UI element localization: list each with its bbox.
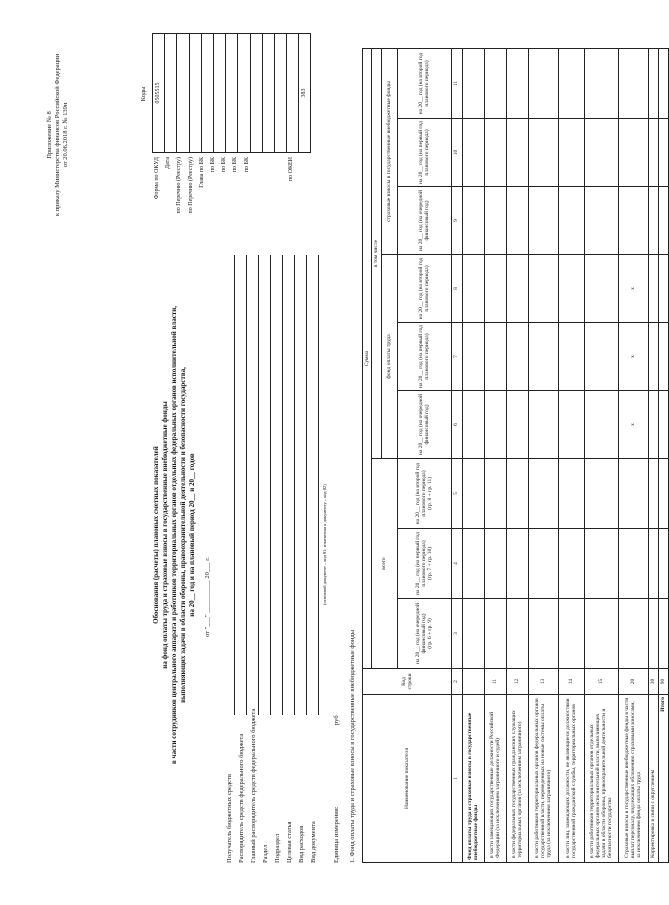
column-number: 11 bbox=[451, 49, 462, 119]
code-label-empty-3 bbox=[275, 157, 286, 245]
row-value-cell bbox=[506, 255, 528, 323]
row-value-cell bbox=[584, 459, 618, 529]
code-value-empty-2 bbox=[275, 34, 287, 152]
row-value-cell bbox=[658, 529, 668, 599]
row-value-cell bbox=[506, 599, 528, 669]
title-line-2: на фонд оплаты труда и страховые взносы в государственные внебюджетные фонды bbox=[161, 401, 170, 669]
appendix-number: Приложение № 8 bbox=[46, 111, 53, 159]
row-value-cell bbox=[558, 255, 584, 323]
column-number: 5 bbox=[451, 459, 462, 529]
row-value-cell bbox=[462, 187, 484, 255]
year-label: на 20__ год (на первый год планового периода) bbox=[414, 532, 427, 595]
row-value-cell bbox=[462, 391, 484, 459]
appendix-header bbox=[46, 15, 70, 255]
title-line-5: на 20__ год и на плановый период 20__ и 20__ годов bbox=[188, 453, 197, 617]
title-line-1: Обоснования (расчеты) плановых сметных показателей bbox=[152, 446, 160, 624]
code-value-bk-4 bbox=[251, 34, 263, 152]
row-value-cell bbox=[558, 119, 584, 187]
column-number: 6 bbox=[451, 391, 462, 459]
row-value-cell bbox=[484, 49, 506, 119]
row-code bbox=[462, 669, 484, 695]
code-value-okei: 383 bbox=[301, 88, 308, 98]
row-name: в части работников территориальных органов федеральных органов государственной власти, переведенных на новые системы оплаты труда (за исключением заграничного) bbox=[528, 695, 558, 863]
formula-label: (гр. 8 + гр. 11) bbox=[427, 476, 434, 511]
row-value-cell bbox=[648, 119, 658, 187]
code-label-empty-2 bbox=[264, 157, 275, 245]
row-name: в части федеральных государственных гражданских служащих территориальных органов (за исключением заграничного) bbox=[506, 695, 528, 863]
field-line-recipient bbox=[234, 255, 235, 715]
code-label-okei: по ОКЕИ bbox=[288, 157, 295, 182]
row-value-cell bbox=[648, 599, 658, 669]
row-value-cell bbox=[618, 49, 648, 119]
row-value-cell bbox=[462, 119, 484, 187]
code-label-empty-1 bbox=[253, 157, 264, 245]
row-value-cell bbox=[528, 391, 558, 459]
title-line-3: в части сотрудников центрального аппарата и работников территориальных органов отдельных федеральных органов исполнительной власти, bbox=[170, 305, 179, 765]
row-value-cell bbox=[648, 459, 658, 529]
code-label-bk-4: по БК bbox=[243, 157, 250, 173]
row-value-cell bbox=[506, 49, 528, 119]
title-line-4: выполняющих задачи в области обороны, правоохранительной деятельности и безопасности государства, bbox=[179, 367, 188, 703]
code-label-registry-1: по Перечню (Реестру) bbox=[176, 157, 183, 214]
row-value-cell bbox=[584, 49, 618, 119]
header-fot-year-3: на 20__ год (на второй год планового периода) bbox=[397, 255, 451, 323]
year-label: на 20__ год (на второй год планового периода) bbox=[414, 462, 427, 525]
row-value-cell bbox=[506, 529, 528, 599]
form-field-labels bbox=[226, 663, 322, 863]
field-label-expense-type: Вид расходов bbox=[298, 825, 305, 863]
row-value-cell bbox=[584, 391, 618, 459]
code-value-empty-3 bbox=[287, 34, 299, 152]
row-value-cell bbox=[528, 119, 558, 187]
header-strah: страховые взносы в государственные внебюджетные фонды bbox=[381, 49, 397, 255]
header-strah-year-1: на 20__ год (на очередной финансовый год) bbox=[397, 187, 451, 255]
field-line-document-type bbox=[318, 255, 319, 715]
code-value-bk-2 bbox=[226, 34, 238, 152]
row-value-cell bbox=[506, 119, 528, 187]
row-value-cell bbox=[618, 599, 648, 669]
row-value-cell bbox=[584, 599, 618, 669]
column-number: 2 bbox=[451, 669, 462, 695]
row-value-cell bbox=[658, 49, 668, 119]
row-value-cell bbox=[648, 255, 658, 323]
unit-label: Единица измерения: bbox=[333, 806, 340, 863]
row-value-cell bbox=[506, 391, 528, 459]
row-name: в части замещающих государственные должности Российской Федерации (за исключением заграничного и судей) bbox=[484, 695, 506, 863]
code-label-bk-1: по БК bbox=[209, 157, 216, 173]
row-value-cell bbox=[506, 187, 528, 255]
row-value-cell bbox=[618, 459, 648, 529]
row-value-cell bbox=[618, 119, 648, 187]
code-label-date: Дата bbox=[165, 157, 172, 169]
field-label-target-article: Целевая статья bbox=[286, 821, 293, 863]
field-line-expense-type bbox=[306, 255, 307, 715]
row-code: 14 bbox=[558, 669, 584, 695]
table-row bbox=[506, 49, 528, 863]
appendix-date: от 20.06.2018 г. № 139н bbox=[62, 102, 70, 168]
document-type-hint: (основной документ – код 01; изменения к документу – код 02) bbox=[322, 484, 327, 605]
row-value-cell bbox=[584, 187, 618, 255]
row-value-cell bbox=[462, 49, 484, 119]
row-value-cell bbox=[484, 119, 506, 187]
code-label-bk-2: по БК bbox=[221, 157, 228, 173]
row-value-cell: x bbox=[618, 255, 648, 323]
row-value-cell bbox=[528, 49, 558, 119]
column-number: 8 bbox=[451, 255, 462, 323]
column-number-row bbox=[451, 49, 462, 863]
code-value-okud: 0505515 bbox=[153, 34, 165, 152]
field-label-chief-manager: Главный распорядитель средств федерального бюджета bbox=[250, 708, 257, 863]
row-value-cell bbox=[658, 255, 668, 323]
row-value-cell: x bbox=[618, 391, 648, 459]
row-value-cell bbox=[484, 255, 506, 323]
table-header-row-1 bbox=[363, 49, 372, 863]
codes-box bbox=[152, 33, 311, 153]
row-value-cell bbox=[658, 391, 668, 459]
year-label: на 20__ год (на очередной финансовый год) bbox=[414, 603, 427, 664]
table-row bbox=[584, 49, 618, 863]
code-label-okud: Форма по ОКУД bbox=[154, 157, 160, 200]
row-value-cell bbox=[462, 599, 484, 669]
row-value-cell bbox=[558, 49, 584, 119]
field-label-subsection: Подраздел bbox=[274, 833, 281, 863]
row-name: Страховые взносы в государственные внебюджетные фонды в части выплат персоналу, подлежащих обложению страховыми взносами, за исключением фонда оплаты труда bbox=[618, 695, 648, 863]
column-number: 1 bbox=[451, 695, 462, 863]
row-value-cell bbox=[648, 529, 658, 599]
row-name: Корректировка в связи с округлением bbox=[648, 695, 658, 863]
field-line-section bbox=[270, 255, 271, 715]
indicators-table bbox=[362, 48, 669, 863]
field-line-chief-manager bbox=[258, 255, 259, 715]
table-row bbox=[648, 49, 658, 863]
row-value-cell bbox=[584, 119, 618, 187]
header-strah-year-2: на 20__ год (на первый год планового периода) bbox=[397, 119, 451, 187]
row-value-cell bbox=[658, 459, 668, 529]
date-line: от "___" __________ 20___ г. bbox=[204, 557, 211, 637]
code-value-registry-2 bbox=[190, 34, 202, 152]
row-value-cell bbox=[484, 391, 506, 459]
row-value-cell bbox=[558, 187, 584, 255]
row-value-cell bbox=[528, 255, 558, 323]
row-name: Фонд оплаты труда и страховые взносы в государственные внебюджетные фонды bbox=[462, 695, 484, 863]
row-value-cell bbox=[648, 391, 658, 459]
code-label-registry-2: по Перечню (Реестру) bbox=[187, 157, 194, 214]
row-value-cell bbox=[528, 599, 558, 669]
field-line-target-article bbox=[294, 255, 295, 715]
row-code: 15 bbox=[584, 669, 618, 695]
field-line-manager bbox=[246, 255, 247, 715]
row-value-cell bbox=[506, 459, 528, 529]
row-code: 13 bbox=[528, 669, 558, 695]
field-label-document-type: Вид документа bbox=[310, 821, 317, 863]
row-value-cell bbox=[658, 187, 668, 255]
row-value-cell bbox=[658, 323, 668, 391]
row-value-cell bbox=[462, 323, 484, 391]
table-row bbox=[658, 49, 668, 863]
row-value-cell bbox=[558, 529, 584, 599]
row-value-cell bbox=[618, 187, 648, 255]
column-number: 7 bbox=[451, 323, 462, 391]
code-label-bk-3: по БК bbox=[232, 157, 239, 173]
header-code: Код строки bbox=[363, 669, 452, 695]
table-row bbox=[528, 49, 558, 863]
row-value-cell bbox=[484, 459, 506, 529]
column-number: 10 bbox=[451, 119, 462, 187]
codes-header: Коды bbox=[140, 86, 147, 102]
row-value-cell bbox=[484, 323, 506, 391]
table-row bbox=[558, 49, 584, 863]
column-number: 9 bbox=[451, 187, 462, 255]
row-value-cell bbox=[506, 323, 528, 391]
table-row bbox=[462, 49, 484, 863]
row-code: 12 bbox=[506, 669, 528, 695]
row-name: в части работников территориальных органов отдельных федеральных органов исполнительной власти, выполняющих задачи в области обороны, правоохранительной деятельности и безопасности государства bbox=[584, 695, 618, 863]
row-value-cell bbox=[648, 187, 658, 255]
code-value-bk-3 bbox=[238, 34, 250, 152]
row-value-cell bbox=[462, 529, 484, 599]
row-value-cell bbox=[558, 391, 584, 459]
appendix-order: к приказу Министерства финансов Российской Федерации bbox=[54, 53, 62, 217]
header-total-year-1 bbox=[397, 599, 451, 669]
document-title bbox=[152, 225, 197, 845]
field-label-recipient: Получатель бюджетных средств bbox=[226, 774, 233, 863]
row-value-cell bbox=[484, 187, 506, 255]
formula-label: (гр. 6 + гр. 9) bbox=[427, 618, 434, 649]
row-value-cell bbox=[648, 323, 658, 391]
row-value-cell bbox=[584, 323, 618, 391]
row-value-cell bbox=[462, 255, 484, 323]
header-vsego: всего bbox=[372, 459, 397, 669]
header-strah-year-3: на 20__ год (на второй год планового периода) bbox=[397, 49, 451, 119]
row-value-cell bbox=[528, 529, 558, 599]
row-value-cell bbox=[648, 49, 658, 119]
row-name: Итого bbox=[658, 695, 668, 863]
code-value-registry-1 bbox=[177, 34, 189, 152]
code-value-bk-1 bbox=[214, 34, 226, 152]
unit-value: руб bbox=[333, 715, 340, 725]
row-value-cell bbox=[558, 599, 584, 669]
column-number: 3 bbox=[451, 599, 462, 669]
row-value-cell bbox=[658, 119, 668, 187]
code-label-chapter-bk: Глава по БК bbox=[198, 157, 205, 188]
field-label-section: Раздел bbox=[262, 844, 269, 863]
code-value-chapter-bk bbox=[202, 34, 214, 152]
code-value-empty-1 bbox=[263, 34, 275, 152]
row-code: 90 bbox=[658, 669, 668, 695]
code-labels bbox=[152, 157, 297, 245]
row-code: 11 bbox=[484, 669, 506, 695]
row-value-cell bbox=[558, 323, 584, 391]
header-fot-year-2: на 20__ год (на первый год планового периода) bbox=[397, 323, 451, 391]
header-total-year-2 bbox=[397, 529, 451, 599]
table-row bbox=[484, 49, 506, 863]
header-fot-year-1: на 20__ год (на очередной финансовый год) bbox=[397, 391, 451, 459]
row-value-cell bbox=[584, 255, 618, 323]
row-name: в части лиц, замещающих должности, не являющиеся должностями государственной гражданской службы, территориальных органов bbox=[558, 695, 584, 863]
row-value-cell bbox=[658, 599, 668, 669]
row-value-cell bbox=[484, 529, 506, 599]
row-value-cell bbox=[528, 187, 558, 255]
header-total-year-3 bbox=[397, 459, 451, 529]
row-value-cell: x bbox=[618, 323, 648, 391]
code-value-date bbox=[165, 34, 177, 152]
row-value-cell bbox=[484, 599, 506, 669]
row-value-cell bbox=[528, 323, 558, 391]
header-v-tom-chisle: в том числе bbox=[372, 49, 381, 459]
row-value-cell bbox=[558, 459, 584, 529]
table-row bbox=[618, 49, 648, 863]
header-fot: фонд оплаты труда bbox=[381, 255, 397, 459]
header-summa: Сумма bbox=[363, 49, 372, 669]
row-code: 30 bbox=[648, 669, 658, 695]
field-label-manager: Распорядитель средств федерального бюджета bbox=[238, 733, 245, 863]
row-value-cell bbox=[584, 529, 618, 599]
table-body bbox=[462, 49, 668, 863]
row-code: 20 bbox=[618, 669, 648, 695]
column-number: 4 bbox=[451, 529, 462, 599]
row-value-cell bbox=[462, 459, 484, 529]
row-value-cell bbox=[528, 459, 558, 529]
row-value-cell bbox=[618, 529, 648, 599]
header-name: Наименование показателя bbox=[363, 695, 452, 863]
field-line-subsection bbox=[282, 255, 283, 715]
section-title: 1. Фонд оплаты труда и страховые взносы в государственные внебюджетные фонды bbox=[349, 629, 356, 863]
formula-label: (гр. 7 + гр. 10) bbox=[427, 546, 434, 581]
